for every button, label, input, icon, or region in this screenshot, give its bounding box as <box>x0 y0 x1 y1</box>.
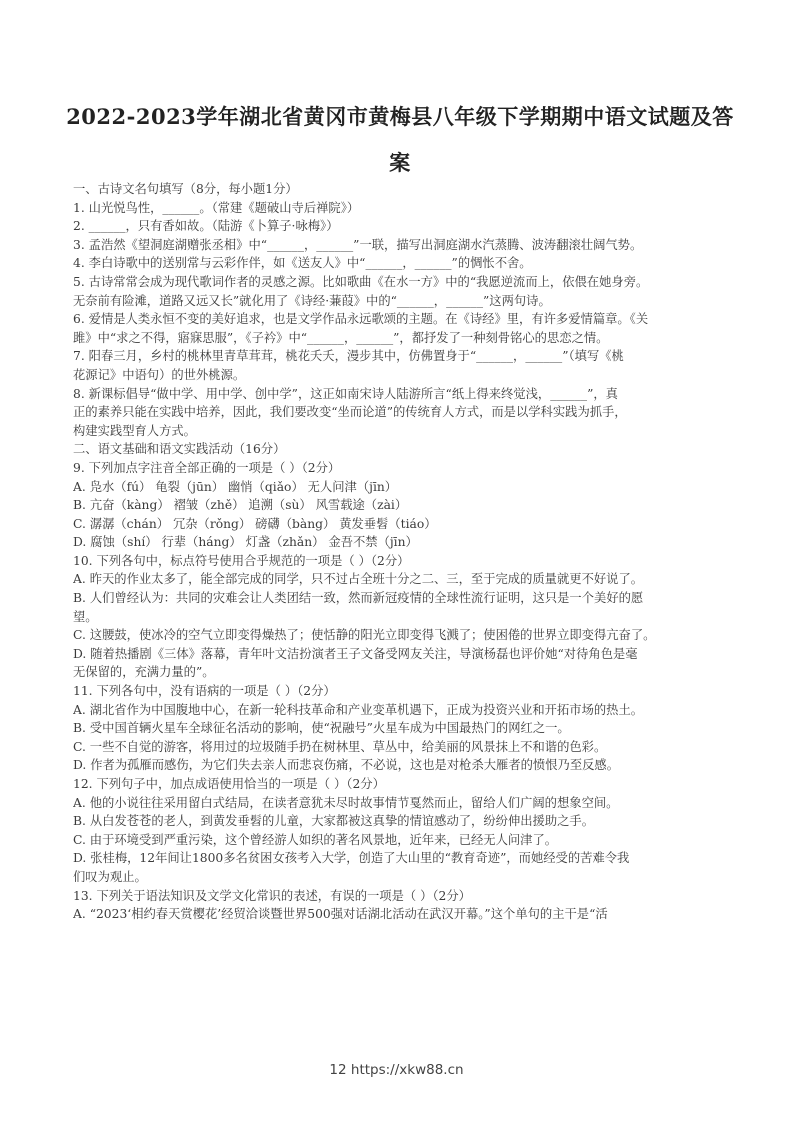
question-12-option-a: A. 他的小说往往采用留白式结局，在读者意犹未尽时故事情节戛然而止，留给人们广阔的想象空间。 <box>73 795 619 810</box>
question-8-cont-2: 构建实践型育人方式。 <box>73 423 196 438</box>
question-7-cont: 花源记》中语句）的世外桃源。 <box>73 367 246 382</box>
section-heading-2: 二、语文基础和语文实践活动（16分） <box>73 442 286 457</box>
question-11-option-d: D. 作者为孤雁而感伤，为它们失去亲人而悲哀伤痛，不必说，这也是对枪杀大雁者的愤恨乃至反感。 <box>73 758 620 773</box>
question-12-option-d-cont: 们叹为观止。 <box>73 869 147 884</box>
page-footer: 12 https://xkw88.cn <box>329 1062 464 1078</box>
section-heading-1: 一、古诗文名句填写（8分，每小题1分） <box>73 182 298 196</box>
question-5: 5. 古诗常常会成为现代歌词作者的灵感之源。比如歌曲《在水一方》中的“我愿逆流而上，依偎在她身旁。 <box>73 274 649 289</box>
question-3: 3. 孟浩然《望洞庭湖赠张丞相》中“______，______”一联，描写出洞庭湖水汽蒸腾、波涛翻滚壮阔气势。 <box>73 237 643 252</box>
question-6: 6. 爱情是人类永恒不变的美好追求，也是文学作品永远歌颂的主题。在《诗经》里，有许多爱情篇章。《关 <box>73 312 649 327</box>
question-13-option-a: A. “2023‘相约春天赏樱花’经贸洽谈暨世界500强对话湖北活动在武汉开幕。”这个单句的主干是“活 <box>73 907 608 922</box>
question-9-option-d: D. 腐蚀（shí） 行辈（háng） 灯盏（zhǎn） 金吾不禁（jīn） <box>73 535 418 550</box>
question-7: 7. 阳春三月，乡村的桃林里青草茸茸，桃花夭夭，漫步其中，仿佛置身于“______，______”（填写《桃 <box>73 349 624 364</box>
question-11: 11. 下列各句中，没有语病的一项是（ ）（2分） <box>73 684 336 699</box>
question-10-option-b-cont: 望。 <box>73 609 98 624</box>
question-12: 12. 下列句子中，加点成语使用恰当的一项是（ ）（2分） <box>73 777 385 791</box>
question-1: 1. 山光悦鸟性，______。（常建《题破山寺后禅院》） <box>73 200 360 215</box>
question-10: 10. 下列各句中，标点符号使用合乎规范的一项是（ ）（2分） <box>73 553 410 568</box>
question-8-cont: 正的素养只能在实践中培养，因此，我们要改变“坐而论道”的传统育人方式，而是以学科实践为抓手， <box>73 405 627 420</box>
question-9: 9. 下列加点字注音全部正确的一项是（ ）（2分） <box>73 460 341 475</box>
question-5-cont: 无奈前有险滩，道路又远又长”就化用了《诗经·蒹葭》中的“______，______”这两句诗。 <box>73 293 551 308</box>
question-4: 4. 李白诗歌中的送别常与云彩作伴，如《送友人》中“______，______”的惆怅不舍。 <box>73 256 532 271</box>
question-11-option-a: A. 湖北省作为中国腹地中心，在新一轮科技革命和产业变革机遇下，正成为投资兴业和开拓市场的热土。 <box>73 702 644 717</box>
question-10-option-c: C. 这腰鼓，使冰冷的空气立即变得燥热了；使恬静的阳光立即变得飞溅了；使困倦的世界立即变得亢奋了。 <box>73 628 656 643</box>
question-10-option-a: A. 昨天的作业太多了，能全部完成的同学，只不过占全班十分之二、三，至于完成的质量就更不好说了。 <box>73 572 644 587</box>
document-title-line-2: 案 <box>389 150 411 175</box>
document-title-line-1: 2022-2023学年湖北省黄冈市黄梅县八年级下学期期中语文试题及答 <box>66 104 734 129</box>
question-10-option-b: B. 人们曾经认为：共同的灾难会让人类团结一致，然而新冠疫情的全球性流行证明，这只是一个美好的愿 <box>73 591 644 606</box>
question-8: 8. 新课标倡导“做中学、用中学、创中学”，这正如南宋诗人陆游所言“纸上得来终觉浅，______”，真 <box>73 386 618 401</box>
question-12-option-c: C. 由于环境受到严重污染，这个曾经游人如织的著名风景地，近年来，已经无人问津了。 <box>73 832 558 847</box>
question-11-option-c: C. 一些不自觉的游客，将用过的垃圾随手扔在树林里、草丛中，给美丽的风景抹上不和谐的色彩。 <box>73 739 607 754</box>
question-11-option-b: B. 受中国首辆火星车全球征名活动的影响，使“祝融号”火星车成为中国最热门的网红之一。 <box>73 721 570 736</box>
question-9-option-c: C. 潺潺（chán） 冗杂（rǒng） 磅礴（bàng） 黄发垂髫（tiáo） <box>73 516 437 531</box>
question-10-option-d-cont: 无保留的，充满力量的”。 <box>73 665 215 680</box>
question-13: 13. 下列关于语法知识及文学文化常识的表述，有误的一项是（ ）（2分） <box>73 888 471 903</box>
question-6-cont: 雎》中“求之不得，寤寐思服”，《子衿》中“______，______”，都抒发了一种刻骨铭心的思恋之情。 <box>73 330 609 345</box>
question-9-option-b: B. 亢奋（kàng） 褶皱（zhě） 追溯（sù） 风雪载途（zài） <box>73 498 408 513</box>
question-9-option-a: A. 凫水（fú） 龟裂（jūn） 幽悄（qiǎo） 无人问津（jīn） <box>73 479 398 494</box>
question-2: 2. ______，只有香如故。（陆游《卜算子·咏梅》） <box>73 219 339 234</box>
document-body <box>73 180 723 924</box>
question-12-option-d: D. 张桂梅，12年间让1800多名贫困女孩考入大学，创造了大山里的“教育奇迹”，而她经受的苦难令我 <box>73 851 630 866</box>
question-10-option-d: D. 随着热播剧《三体》落幕，青年叶文洁扮演者王子文备受网友关注，导演杨磊也评价她“对待角色是毫 <box>73 646 638 661</box>
question-12-option-b: B. 从白发苍苍的老人，到黄发垂髫的儿童，大家都被这真挚的情谊感动了，纷纷伸出援助之手。 <box>73 814 595 829</box>
